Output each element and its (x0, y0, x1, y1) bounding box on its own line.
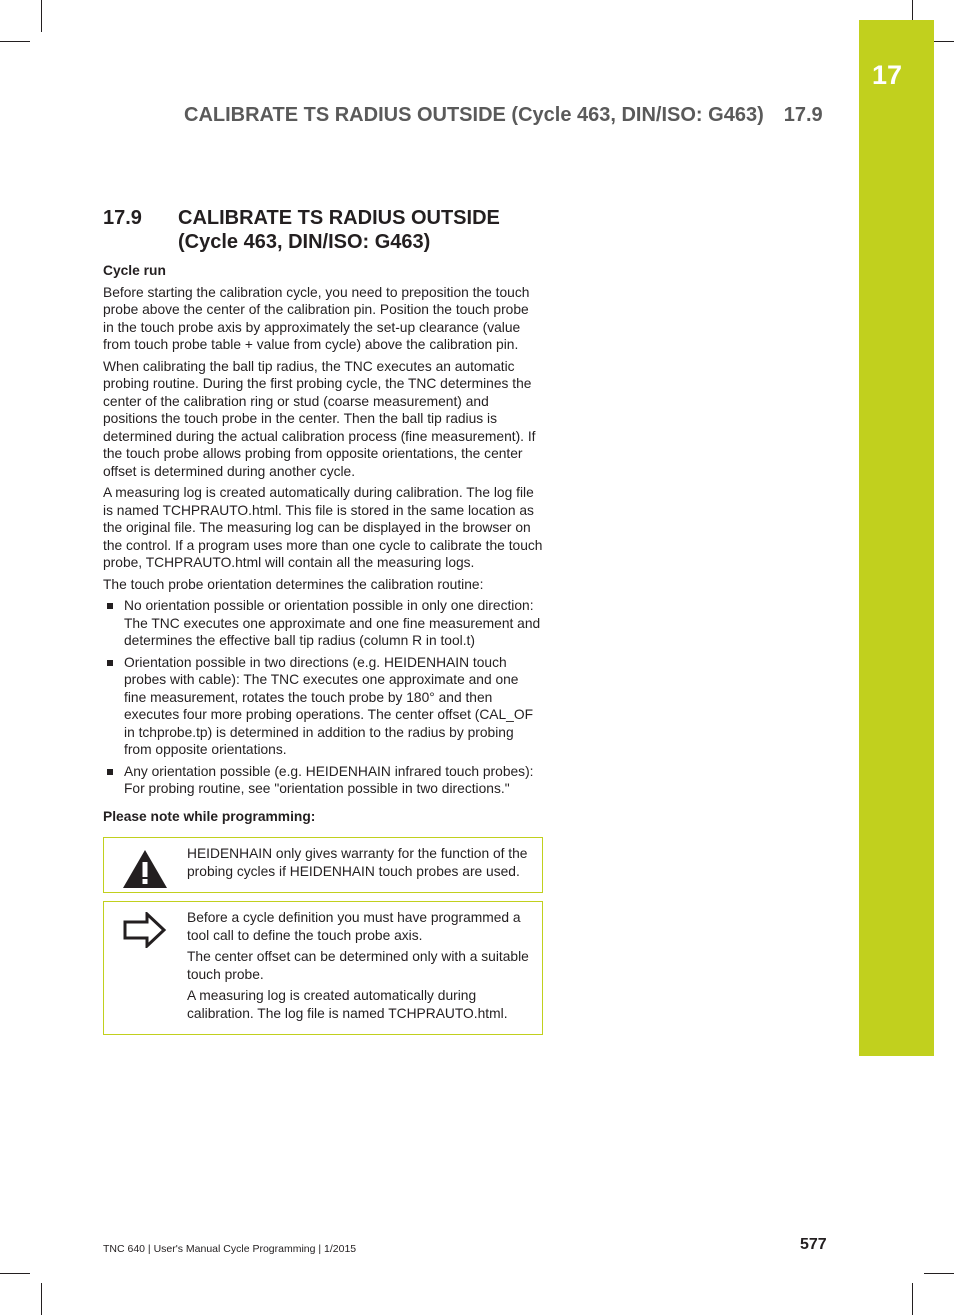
footer-text: TNC 640 | User's Manual Cycle Programming | 1/2015 (103, 1243, 357, 1255)
note-paragraph: The center offset can be determined only with a suitable touch probe. (187, 949, 529, 982)
notes-box (103, 901, 543, 1035)
note-paragraph: A measuring log is created automatically during calibration. The log file is named TCHPRAUTO.html. (187, 988, 508, 1021)
section-title-text (178, 206, 558, 254)
crop-mark (41, 0, 42, 32)
note-paragraph: Before a cycle definition you must have programmed a tool call to define the touch probe axis. (187, 910, 521, 943)
paragraph: Before starting the calibration cycle, you need to preposition the touch probe above the center of the calibration pin. Position the touch probe in the touch probe axis by approximately the set-up clearance (value from touch probe table + value from cycle) above the calibration pin. (103, 284, 530, 352)
crop-mark (924, 1273, 954, 1274)
list-item-text: No orientation possible or orientation possible in only one direction: The TNC executes one approximate and one fine measurement and determines the effective ball tip radius (column R in tool.t) (124, 598, 541, 648)
section-title-line1: CALIBRATE TS RADIUS OUTSIDE (178, 207, 500, 229)
chapter-tab (859, 20, 934, 1056)
orientation-list (103, 597, 543, 798)
list-item (103, 654, 543, 759)
section-number: 17.9 (103, 207, 142, 229)
crop-mark (912, 0, 913, 20)
running-head-title: CALIBRATE TS RADIUS OUTSIDE (Cycle 463, DIN/ISO: G463) (184, 104, 764, 126)
cycle-run-heading: Cycle run (103, 263, 166, 278)
programming-heading: Please note while programming: (103, 808, 316, 824)
bullet-icon (107, 769, 113, 775)
running-head-section: 17.9 (783, 104, 823, 126)
bullet-icon (107, 660, 113, 666)
main-content (103, 262, 543, 1035)
crop-mark (0, 41, 30, 42)
list-item (103, 763, 543, 798)
chapter-number: 17 (872, 60, 903, 90)
arrow-right-icon (123, 912, 167, 948)
crop-mark (934, 41, 954, 42)
paragraph: When calibrating the ball tip radius, the TNC executes an automatic probing routine. During the first probing cycle, the TNC determines the center of the calibration ring or stud (coarse measurement) and positions the touch probe in the center. Then the ball tip radius is determined during the actual calibration process (fine measurement). If the touch probe allows probing from opposite orientations, the center offset is determined during another cycle. (103, 358, 536, 479)
warning-icon (121, 848, 169, 890)
section-title-line2: (Cycle 463, DIN/ISO: G463) (178, 231, 431, 253)
warning-text: HEIDENHAIN only gives warranty for the function of the probing cycles if HEIDENHAIN touch probes are used. (187, 846, 528, 879)
list-item (103, 597, 543, 650)
bullet-icon (107, 603, 113, 609)
running-head (184, 104, 832, 127)
warning-box (103, 837, 543, 893)
crop-mark (41, 1283, 42, 1315)
list-item-text: Any orientation possible (e.g. HEIDENHAIN infrared touch probes): For probing routine, see "orientation possible in two directions." (124, 763, 534, 796)
page-number: 577 (800, 1236, 827, 1253)
list-item-text: Orientation possible in two directions (e.g. HEIDENHAIN touch probes with cable): The TNC executes one approximate and one fine measurement, rotates the touch probe by 180° and then executes four more probing operations. The center offset (CAL_OF in tchprobe.tp) is determined in addition to the radius by probing from opposite orientations. (124, 654, 534, 757)
paragraph: A measuring log is created automatically during calibration. The log file is named TCHPRAUTO.html. This file is stored in the same location as the original file. The measuring log can be displayed in the browser on the control. If a program uses more than one cycle to calibrate the touch probe, TCHPRAUTO.html will contain all the measuring logs. (103, 485, 543, 570)
crop-mark (912, 1283, 913, 1315)
crop-mark (0, 1273, 30, 1274)
paragraph: The touch probe orientation determines the calibration routine: (103, 576, 484, 592)
